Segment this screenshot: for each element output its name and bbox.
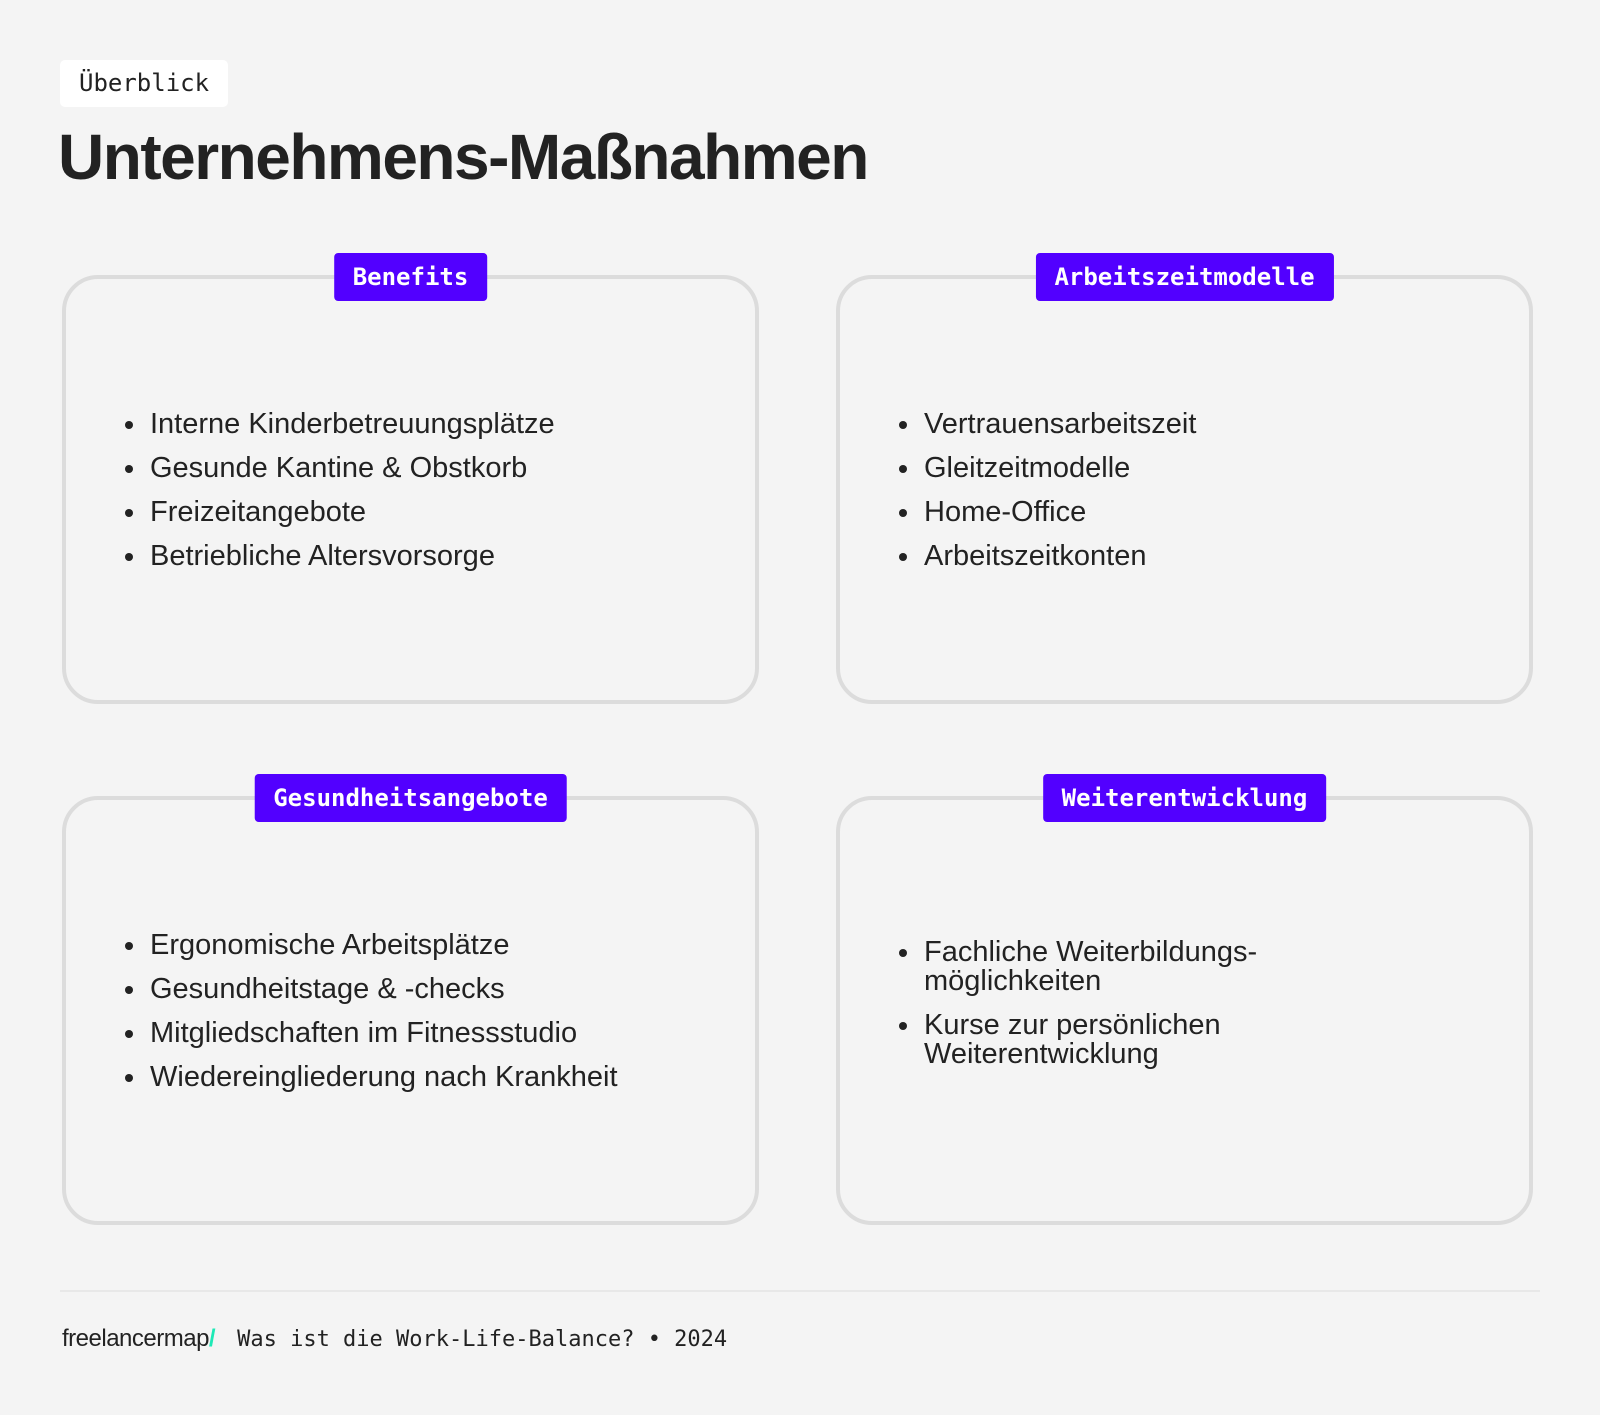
item-list bbox=[892, 935, 1279, 1084]
card-benefits bbox=[62, 263, 759, 704]
list-item: • Gesunde Kantine & Obstkorb bbox=[148, 446, 715, 490]
item-list bbox=[118, 923, 715, 1099]
logo-text: freelancermap bbox=[62, 1325, 209, 1352]
section-tag: Überblick bbox=[60, 60, 228, 107]
card-label: Arbeitszeitmodelle bbox=[1035, 253, 1333, 301]
freelancermap-logo bbox=[62, 1325, 215, 1353]
footer bbox=[62, 1325, 727, 1353]
list-item: • Wiedereingliederung nach Krankheit bbox=[148, 1055, 715, 1099]
list-item: • Gesundheitstage & -checks bbox=[148, 967, 715, 1011]
list-item: • Freizeitangebote bbox=[148, 490, 715, 534]
footer-text: Was ist die Work-Life-Balance? • 2024 bbox=[237, 1326, 728, 1352]
card-gesundheitsangebote bbox=[62, 784, 759, 1225]
list-item: • Betriebliche Altersvorsorge bbox=[148, 534, 715, 578]
list-item: • Gleitzeitmodelle bbox=[922, 446, 1489, 490]
list-item: • Ergonomische Arbeitsplätze bbox=[148, 923, 715, 967]
card-label: Gesundheitsangebote bbox=[254, 774, 567, 822]
list-item: • Interne Kinderbetreuungsplätze bbox=[148, 402, 715, 446]
page-title: Unternehmens-Maßnahmen bbox=[58, 121, 868, 193]
list-item: • Fachliche Weiterbildungs-möglichkeiten bbox=[922, 938, 1279, 996]
list-item: • Home-Office bbox=[922, 490, 1489, 534]
list-item: • Kurse zur persönlichen Weiterentwicklung bbox=[922, 1011, 1279, 1069]
card-weiterentwicklung bbox=[836, 784, 1533, 1225]
card-label: Benefits bbox=[334, 253, 488, 301]
item-list bbox=[118, 402, 715, 578]
list-item: • Mitgliedschaften im Fitnessstudio bbox=[148, 1011, 715, 1055]
list-item: • Vertrauensarbeitszeit bbox=[922, 402, 1489, 446]
card-arbeitszeitmodelle bbox=[836, 263, 1533, 704]
logo-slash-icon: / bbox=[208, 1325, 216, 1352]
footer-divider bbox=[60, 1290, 1540, 1292]
item-list bbox=[892, 402, 1489, 578]
list-item: • Arbeitszeitkonten bbox=[922, 534, 1489, 578]
card-label: Weiterentwicklung bbox=[1043, 774, 1327, 822]
